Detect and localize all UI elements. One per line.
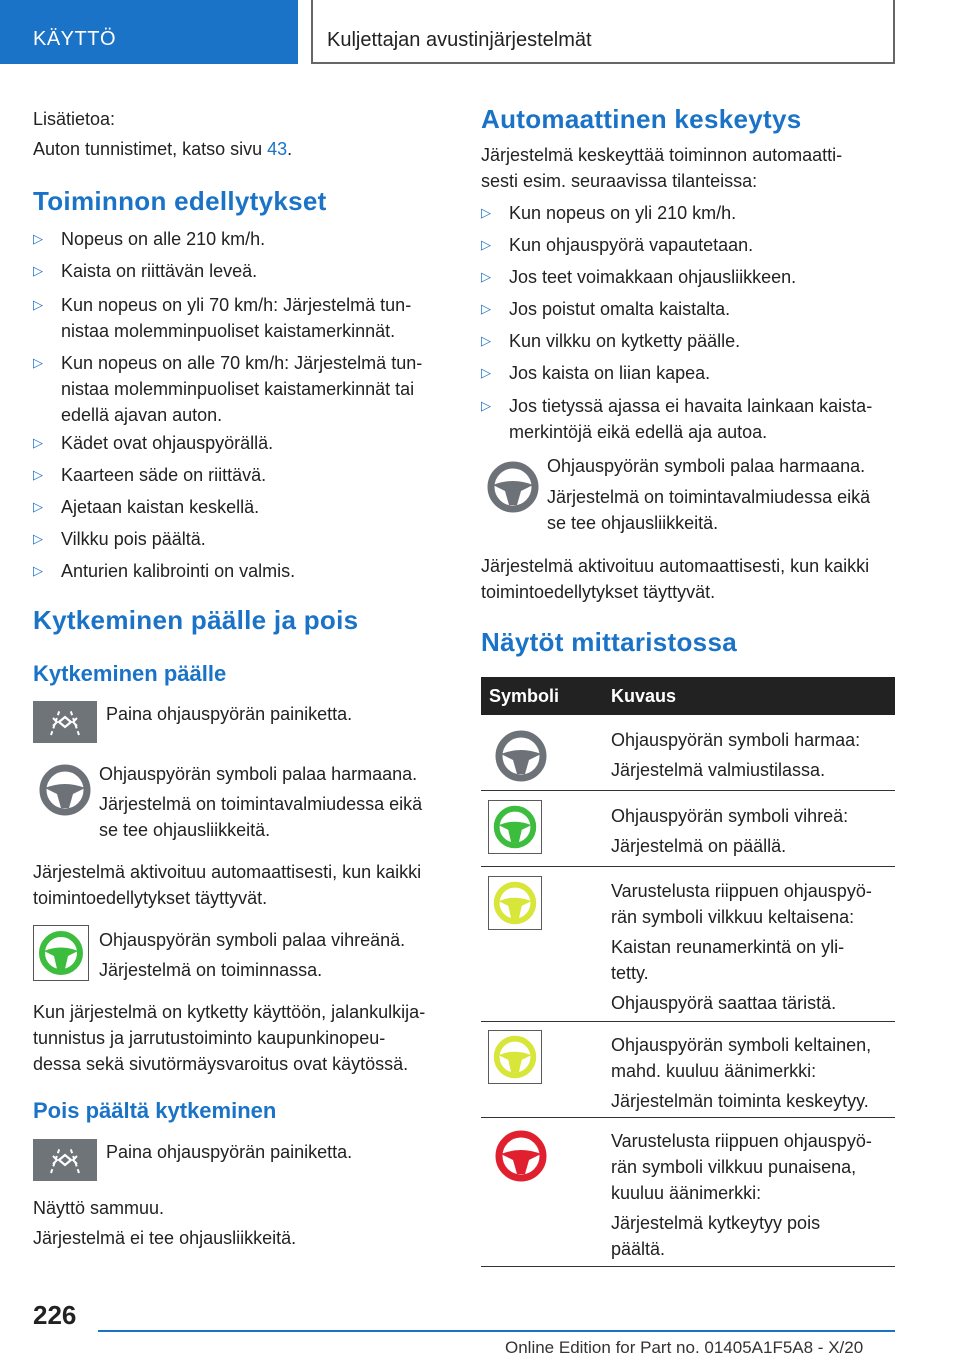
bullet-triangle-icon: ▷ — [33, 263, 43, 278]
conditions-title: Toiminnon edellytykset — [33, 186, 327, 216]
bullet-triangle-icon: ▷ — [481, 398, 491, 413]
row4-line1: Ohjauspyörän symboli keltainen, — [611, 1035, 872, 1055]
pedestrian-text-3: dessa sekä sivutörmäysvaroitus ovat käytössä. — [33, 1054, 409, 1074]
row3-line1: Varustelusta riippuen ohjauspyö- — [611, 881, 872, 901]
row2-line1: Ohjauspyörän symboli vihreä: — [611, 806, 849, 826]
pause-case-item: ▷ Jos tietyssä ajassa ei havaita lainkaan kaista- — [481, 393, 872, 419]
condition-item: ▷ Kun nopeus on alle 70 km/h: Järjestelmä tun- — [33, 350, 422, 376]
footer-divider — [98, 1330, 895, 1332]
row3-line3: Kaistan reunamerkintä on yli- — [611, 937, 845, 957]
steering-wheel-grey-icon — [489, 724, 553, 788]
pedestrian-text-1: Kun järjestelmä on kytketty käyttöön, jalankulkija- — [33, 1002, 426, 1022]
auto-intro-2: sesti esim. seuraavissa tilanteissa: — [481, 171, 758, 191]
bullet-triangle-icon: ▷ — [33, 563, 43, 578]
pause-case-item: ▷ Jos poistut omalta kaistalta. — [481, 296, 730, 322]
condition-item: edellä ajavan auton. — [61, 405, 223, 425]
right-standby-1: Järjestelmä on toimintavalmiudessa eikä — [547, 487, 871, 507]
row1-line1: Ohjauspyörän symboli harmaa: — [611, 730, 861, 750]
bullet-triangle-icon: ▷ — [481, 365, 491, 380]
row4-line2: mahd. kuuluu äänimerkki: — [611, 1061, 817, 1081]
row4-line3: Järjestelmän toiminta keskeytyy. — [611, 1091, 869, 1111]
page-number: 226 — [33, 1300, 77, 1330]
table-divider — [481, 866, 895, 867]
table-header — [481, 677, 895, 715]
bullet-triangle-icon: ▷ — [481, 269, 491, 284]
condition-item: ▷ Kun nopeus on yli 70 km/h: Järjestelmä tun- — [33, 292, 411, 318]
bullet-triangle-icon: ▷ — [33, 499, 43, 514]
steering-wheel-yellow-icon — [488, 1030, 542, 1084]
condition-item: ▷ Nopeus on alle 210 km/h. — [33, 226, 265, 252]
page-link[interactable]: 43 — [267, 139, 288, 159]
table-divider — [481, 790, 895, 791]
standby-text-1: Järjestelmä on toimintavalmiudessa eikä — [99, 794, 423, 814]
pause-case-item: merkintöjä eikä edellä aja autoa. — [509, 422, 768, 442]
condition-item: nistaa molemminpuoliset kaistamerkinnät tai — [61, 379, 415, 399]
display-off-text: Näyttö sammuu. — [33, 1198, 165, 1218]
row1-line2: Järjestelmä valmiustilassa. — [611, 760, 826, 780]
auto-pause-title: Automaattinen keskeytys — [481, 104, 802, 134]
header-section-label: KÄYTTÖ — [33, 28, 117, 50]
condition-item: ▷ Kaista on riittävän leveä. — [33, 258, 257, 284]
header-chapter-label: Kuljettajan avustinjärjestelmät — [327, 29, 592, 51]
bullet-triangle-icon: ▷ — [33, 467, 43, 482]
condition-item: ▷ Kädet ovat ohjauspyörällä. — [33, 430, 273, 456]
grey-symbol-text: Ohjauspyörän symboli palaa harmaana. — [99, 764, 418, 784]
switch-title: Kytkeminen päälle ja pois — [33, 605, 359, 635]
col-symbol: Symboli — [489, 686, 560, 706]
edition-text: Online Edition for Part no. 01405A1F5A8 - X/20 — [505, 1338, 864, 1357]
right-standby-2: se tee ohjausliikkeitä. — [547, 513, 719, 533]
steering-wheel-yellow-flashing-icon — [488, 876, 542, 930]
pause-case-item: ▷ Kun ohjauspyörä vapautetaan. — [481, 232, 753, 258]
bullet-triangle-icon: ▷ — [481, 237, 491, 252]
active-text: Järjestelmä on toiminnassa. — [99, 960, 323, 980]
standby-text-2: se tee ohjausliikkeitä. — [99, 820, 271, 840]
condition-item: ▷ Ajetaan kaistan keskellä. — [33, 494, 259, 520]
row5-line4: Järjestelmä kytkeytyy pois — [611, 1213, 821, 1233]
row5-line3: kuuluu äänimerkki: — [611, 1183, 762, 1203]
row5-line2: rän symboli vilkkuu punaisena, — [611, 1157, 857, 1177]
header-section-tab — [0, 0, 298, 64]
steering-wheel-green-icon — [33, 925, 89, 981]
row3-line5: Ohjauspyörä saattaa täristä. — [611, 993, 837, 1013]
off-press-text: Paina ohjauspyörän painiketta. — [106, 1142, 353, 1162]
table-divider — [481, 1021, 895, 1022]
condition-item: ▷ Vilkku pois päältä. — [33, 526, 206, 552]
pause-case-item: ▷ Kun nopeus on yli 210 km/h. — [481, 200, 736, 226]
auto-activate-1: Järjestelmä aktivoituu automaattisesti, kun kaikki — [33, 862, 422, 882]
steering-wheel-icon — [481, 455, 545, 519]
on-press-text: Paina ohjauspyörän painiketta. — [106, 704, 353, 724]
auto-activate-2: toimintoedellytykset täyttyvät. — [33, 888, 268, 908]
steering-wheel-green-icon — [488, 800, 542, 854]
row3-line4: tetty. — [611, 963, 649, 983]
right-grey-symbol-text: Ohjauspyörän symboli palaa harmaana. — [547, 456, 866, 476]
displays-title: Näytöt mittaristossa — [481, 627, 737, 657]
pause-case-item: ▷ Jos teet voimakkaan ohjausliikkeen. — [481, 264, 796, 290]
condition-item: ▷ Anturien kalibrointi on valmis. — [33, 558, 295, 584]
info-label: Lisätietoa: — [33, 109, 116, 129]
bullet-triangle-icon: ▷ — [481, 333, 491, 348]
table-divider — [481, 1266, 895, 1267]
right-auto-activate-2: toimintoedellytykset täyttyvät. — [481, 582, 716, 602]
bullet-triangle-icon: ▷ — [33, 231, 43, 246]
steering-wheel-icon — [33, 758, 97, 822]
bullet-triangle-icon: ▷ — [33, 435, 43, 450]
info-text: Auton tunnistimet, katso sivu 43. — [33, 139, 293, 159]
bullet-triangle-icon: ▷ — [481, 301, 491, 316]
lane-assist-button-icon[interactable] — [33, 1139, 97, 1181]
switch-on-title: Kytkeminen päälle — [33, 661, 227, 686]
pause-case-item: ▷ Kun vilkku on kytketty päälle. — [481, 328, 740, 354]
row5-line1: Varustelusta riippuen ohjauspyö- — [611, 1131, 872, 1151]
col-description: Kuvaus — [611, 686, 677, 706]
pedestrian-text-2: tunnistus ja jarrutustoiminto kaupunkinopeu- — [33, 1028, 386, 1048]
right-auto-activate-1: Järjestelmä aktivoituu automaattisesti, kun kaikki — [481, 556, 870, 576]
lane-assist-button-icon[interactable] — [33, 701, 97, 743]
steering-wheel-red-icon — [489, 1124, 553, 1188]
row5-line5: päältä. — [611, 1239, 666, 1259]
bullet-triangle-icon: ▷ — [33, 297, 43, 312]
bullet-triangle-icon: ▷ — [481, 205, 491, 220]
bullet-triangle-icon: ▷ — [33, 355, 43, 370]
switch-off-title: Pois päältä kytkeminen — [33, 1098, 277, 1123]
no-steering-text: Järjestelmä ei tee ohjausliikkeitä. — [33, 1228, 297, 1248]
table-divider — [481, 1117, 895, 1118]
row3-line2: rän symboli vilkkuu keltaisena: — [611, 907, 855, 927]
green-symbol-text: Ohjauspyörän symboli palaa vihreänä. — [99, 930, 406, 950]
bullet-triangle-icon: ▷ — [33, 531, 43, 546]
header-chapter-box — [311, 0, 895, 64]
pause-case-item: ▷ Jos kaista on liian kapea. — [481, 360, 710, 386]
auto-intro-1: Järjestelmä keskeyttää toiminnon automaatti- — [481, 145, 843, 165]
condition-item: ▷ Kaarteen säde on riittävä. — [33, 462, 266, 488]
row2-line2: Järjestelmä on päällä. — [611, 836, 787, 856]
condition-item: nistaa molemminpuoliset kaistamerkinnät. — [61, 321, 396, 341]
